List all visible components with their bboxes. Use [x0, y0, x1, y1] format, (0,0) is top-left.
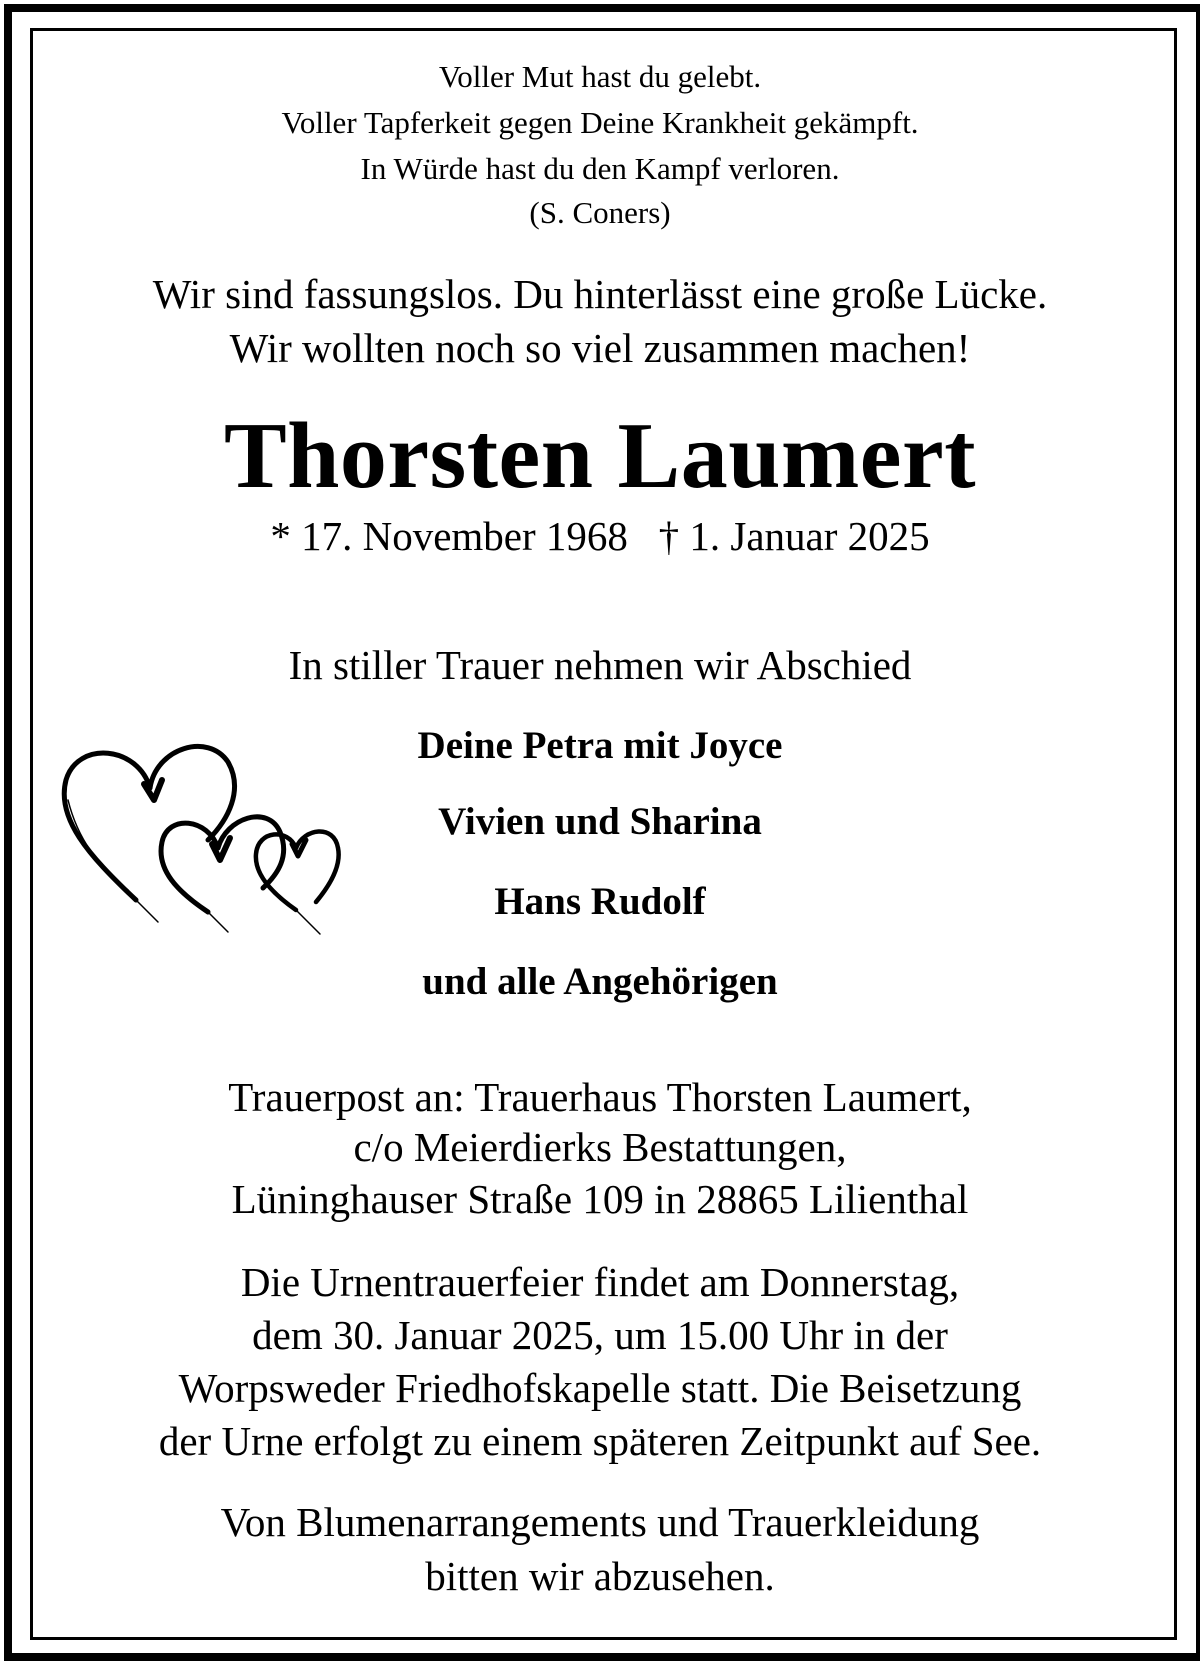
address-line-2: c/o Meierdierks Bestattungen, — [353, 1124, 847, 1170]
mourner-1: Deine Petra mit Joyce — [417, 724, 783, 767]
ceremony-line-3: Worpsweder Friedhofskapelle statt. Die Beisetzung — [178, 1365, 1022, 1411]
lead-line-1: Wir sind fassungslos. Du hinterlässt eine große Lücke. — [152, 271, 1048, 317]
motto-line-3: In Würde hast du den Kampf verloren. — [360, 151, 840, 186]
motto-line-2: Voller Tapferkeit gegen Deine Krankheit gekämpft. — [281, 105, 919, 140]
address-line-3: Lüninghauser Straße 109 in 28865 Lilienthal — [231, 1176, 969, 1222]
motto-attribution: (S. Coners) — [529, 195, 671, 230]
mourner-3: Hans Rudolf — [494, 880, 706, 923]
three-hearts-icon — [58, 740, 358, 990]
mourner-4: und alle Angehörigen — [422, 960, 778, 1003]
ceremony-line-4: der Urne erfolgt zu einem späteren Zeitpunkt auf See. — [158, 1418, 1042, 1464]
mourner-2: Vivien und Sharina — [438, 800, 762, 843]
deceased-name: Thorsten Laumert — [223, 404, 977, 508]
ceremony-line-2: dem 30. Januar 2025, um 15.00 Uhr in der — [252, 1312, 948, 1358]
mourners-intro: In stiller Trauer nehmen wir Abschied — [288, 642, 912, 688]
request-line-2: bitten wir abzusehen. — [425, 1553, 775, 1599]
life-dates: * 17. November 1968 † 1. Januar 2025 — [270, 513, 930, 559]
motto-line-1: Voller Mut hast du gelebt. — [438, 59, 762, 94]
ceremony-line-1: Die Urnentrauerfeier findet am Donnerstag, — [240, 1259, 960, 1305]
request-line-1: Von Blumenarrangements und Trauerkleidung — [220, 1499, 980, 1545]
address-line-1: Trauerpost an: Trauerhaus Thorsten Laumert, — [228, 1074, 972, 1120]
lead-line-2: Wir wollten noch so viel zusammen machen! — [229, 325, 971, 371]
